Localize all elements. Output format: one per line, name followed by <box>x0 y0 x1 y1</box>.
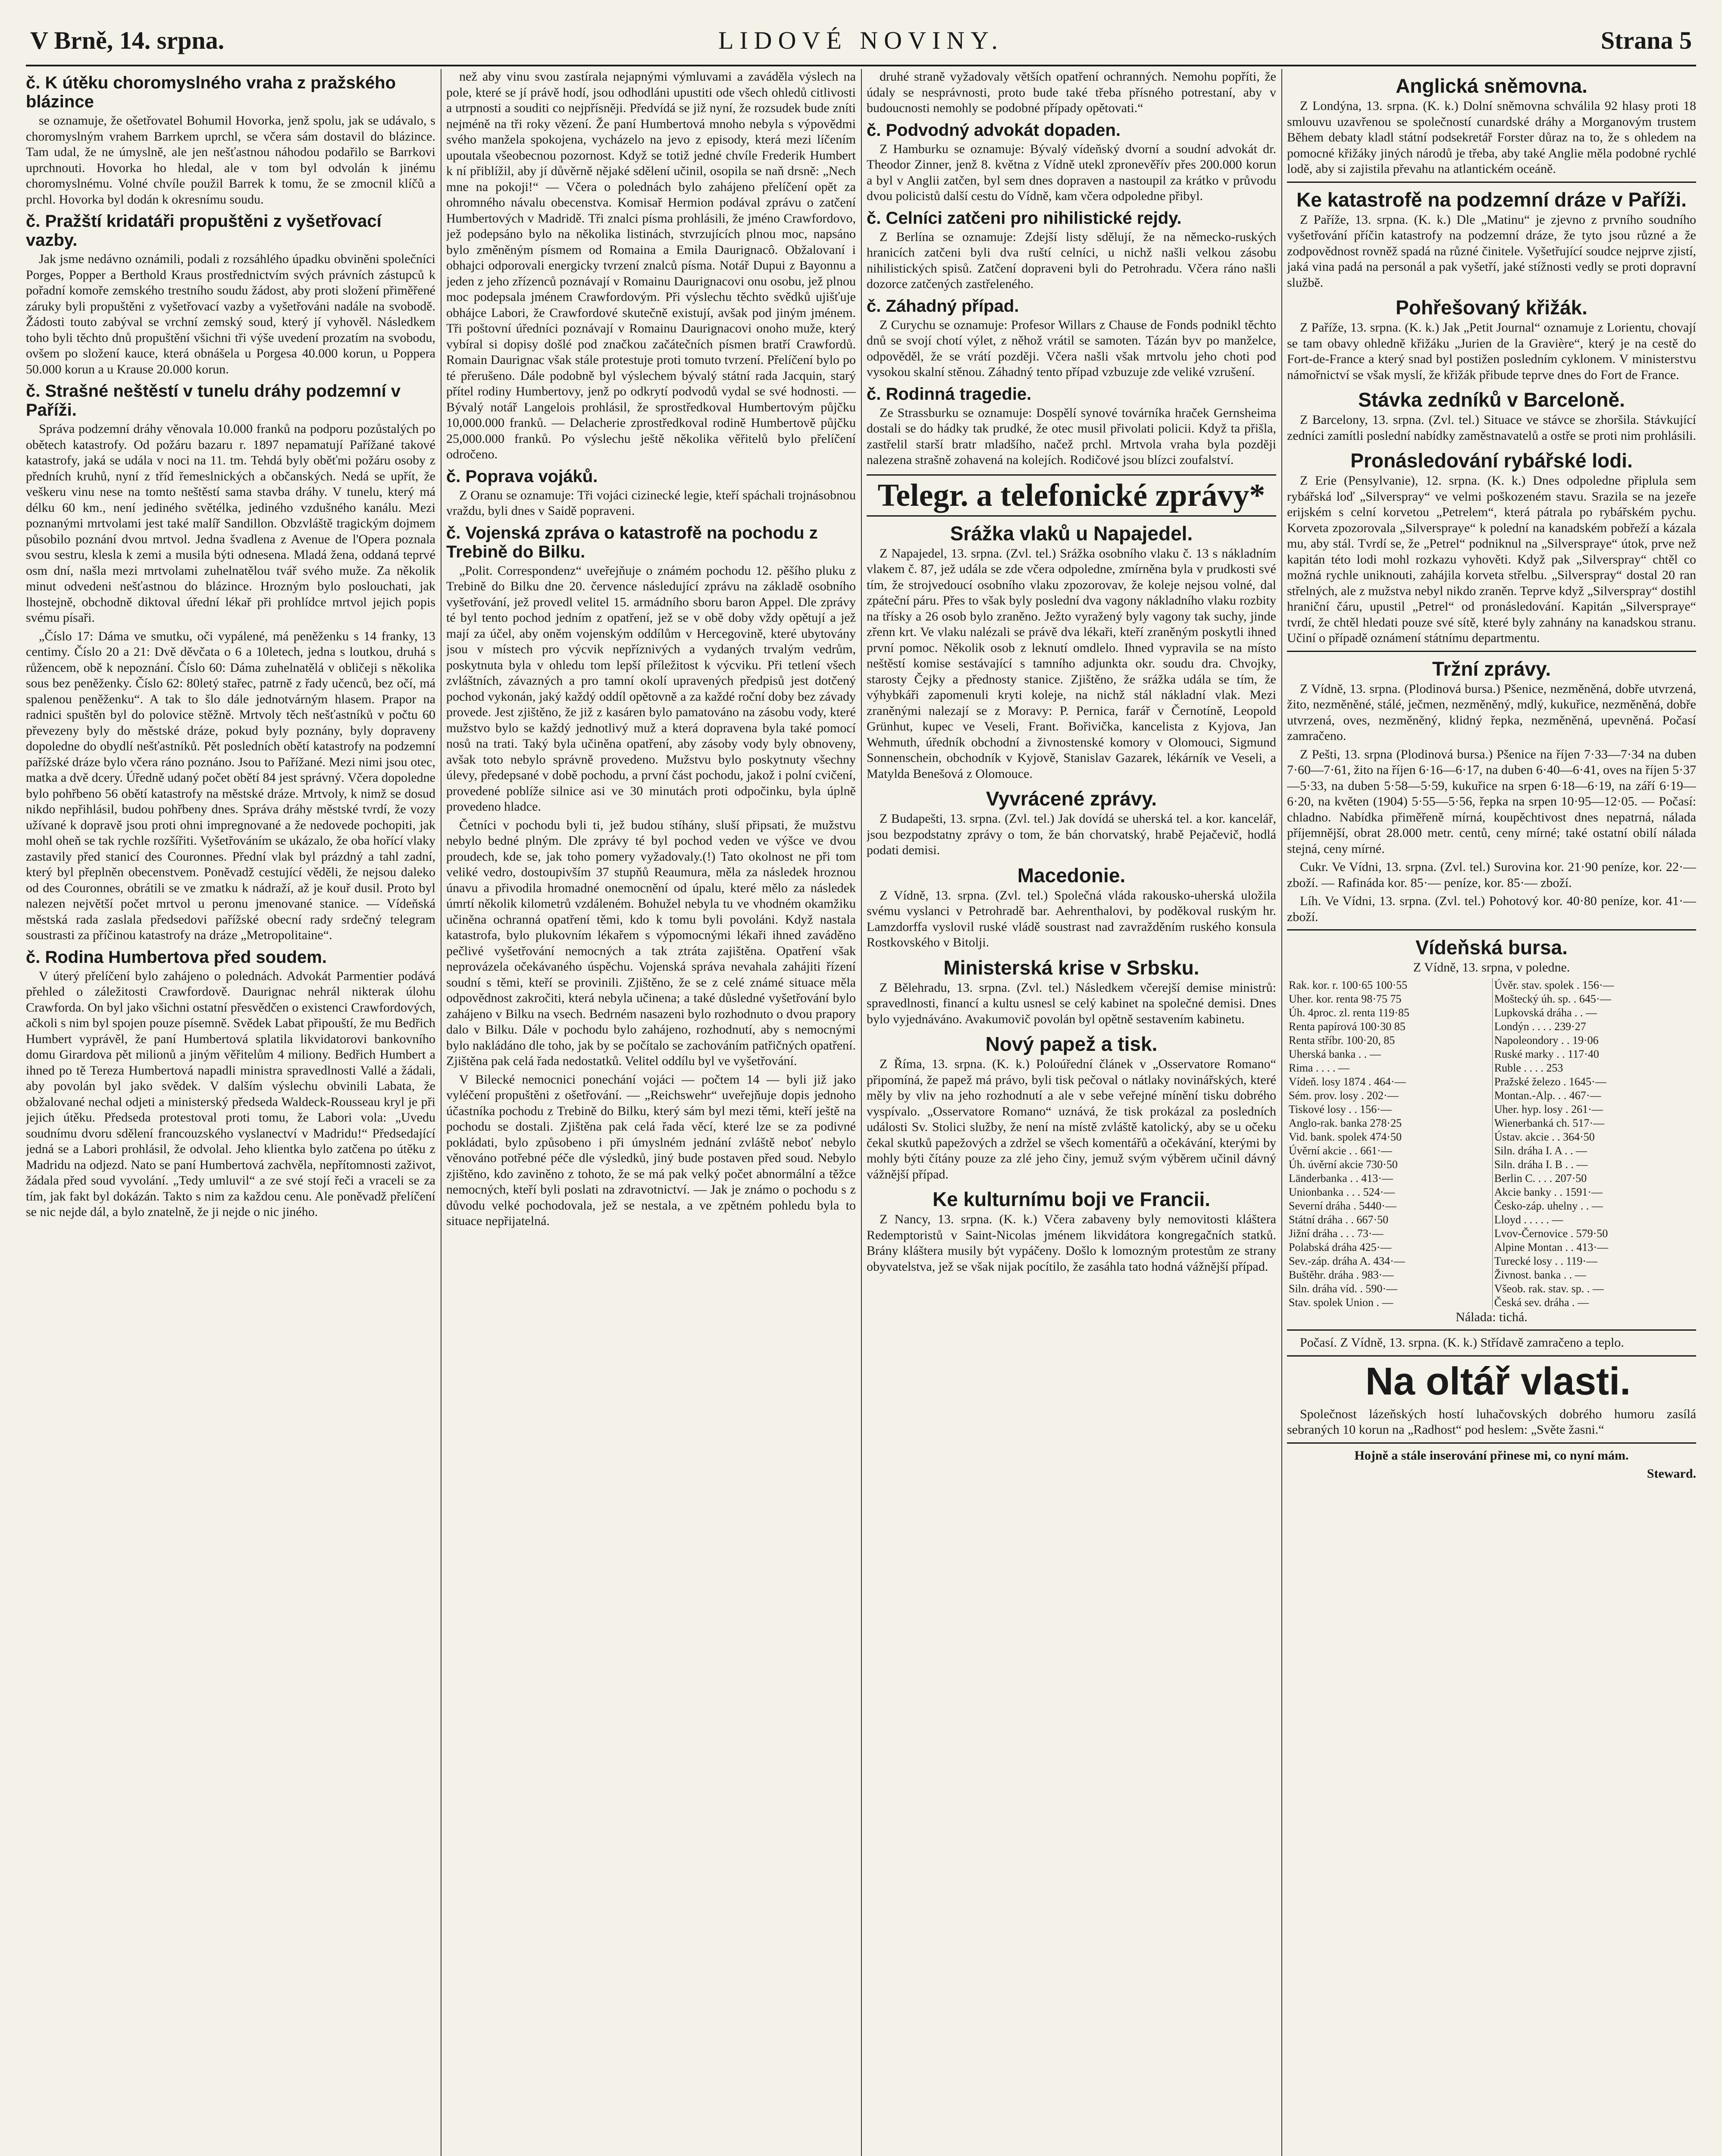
ad-closing: Hojně a stále inserování přinese mi, co nyní mám. <box>1354 1448 1629 1463</box>
article-paragraph: Z Bělehradu, 13. srpna. (Zvl. tel.) Následkem včerejší demise ministrů: spravedlnosti, financí a kultu usnesl se celý kabinet na společné demisi. Dnes bylo vyjednáváno. Avakumovič povolán byl opětně sestavením kabinetu. <box>867 980 1276 1026</box>
weather-report: Počasí. Z Vídně, 13. srpna. (K. k.) Střídavě zamračeno a teplo. <box>1300 1335 1624 1350</box>
article-paragraph: Z Budapešti, 13. srpna. (Zvl. tel.) Jak dovídá se uherská tel. a kor. kancelář, jsou bezpodstatny zprávy o tom, že bán chorvatský, hrabě Pejačevič, hodlá podati demisi. <box>867 812 1276 857</box>
masthead-page-number: Strana 5 <box>1600 26 1692 54</box>
exchange-cell: Londýn . . . . 239·27 <box>1494 1020 1586 1033</box>
exchange-row <box>1287 1103 1696 1116</box>
exchange-table <box>1287 978 1696 1310</box>
exchange-row <box>1287 1296 1696 1310</box>
section-heading: Stávka zedníků v Barceloně. <box>1358 389 1625 411</box>
article-heading: č. Strašné neštěstí v tunelu dráhy podzemní v Paříži. <box>26 382 401 420</box>
article-paragraph: Z Paříže, 13. srpna. (K. k.) Jak „Petit Journal“ oznamuje z Lorientu, chovají se tam obavy ohledně křižáku „Jurien de la Gravière“, který je na cestě do Fort-de-France a který snad byl postižen posledním cyklonem. V ministerstvu námořnictví se však myslí, že křižák přibude teprve dnes do Fort de France. <box>1287 320 1696 382</box>
market-report: Z Pešti, 13. srpna (Plodinová bursa.) Pšenice na říjen 7·33—7·34 na duben 7·60—7·61, žito na říjen 6·16—6·17, na duben 6·40—6·41, oves na říjen 5·37—5·33, na duben 5·58—5·59, kukuřice na srpen 6·18—6·19, na září 6·19—6·20, na květen (1904) 5·55—5·56, řepka na srpen 10·95—12·05. — Počasí: chladno. Nabídka přiměřeně mírná, koupěchtivost dnes nepatrná, nálada příjemnější, obrat 28.000 metr. centů, ceny mírné; také ostatní obilí nálada stejná, ceny mírné. <box>1287 747 1696 856</box>
exchange-cell: Lvov-Černovice . 579·50 <box>1494 1227 1608 1240</box>
vienna-exchange-heading: Vídeňská bursa. <box>1415 936 1568 959</box>
article-paragraph: Z Barcelony, 13. srpna. (Zvl. tel.) Situace ve stávce se zhoršila. Stávkující zedníci zamítli poslední nabídky zaměstnavatelů a ostře se proti nim prohlásili. <box>1287 413 1696 443</box>
exchange-cell: Lupkovská dráha . . — <box>1494 1006 1597 1019</box>
article-heading: č. Poprava vojáků. <box>446 467 598 486</box>
exchange-cell: Česká sev. dráha . — <box>1494 1296 1589 1309</box>
section-heading: Ke kulturnímu boji ve Francii. <box>932 1188 1211 1210</box>
exchange-row <box>1287 1227 1696 1241</box>
exchange-mood: Nálada: tichá. <box>1456 1310 1528 1324</box>
exchange-cell: Uher. hyp. losy . 261·— <box>1494 1103 1603 1116</box>
exchange-cell: Buštěhr. dráha . 983·— <box>1287 1268 1492 1282</box>
telegraph-section-heading: Telegr. a telefonické zprávy* <box>867 474 1276 517</box>
exchange-row <box>1287 1020 1696 1034</box>
exchange-cell: Anglo-rak. banka 278·25 <box>1287 1116 1492 1130</box>
section-rule <box>1287 929 1696 931</box>
article-paragraph: Z Curychu se oznamuje: Profesor Willars z Chause de Fonds podnikl těchto dnů se svojí chotí výlet, z něhož vrátil se samoten. Tázán byv po manželce, odpověděl, že se vrátí později. Včera našli však mrtvolu jeho choti pod vysokou skalní stěnou. Záhadný tento případ vzbuzuje zde veliké vzrušení. <box>867 317 1276 379</box>
exchange-cell: Vídeň. losy 1874 . 464·— <box>1287 1075 1492 1089</box>
column-divider <box>1281 69 1282 2156</box>
article-heading: č. Rodina Humbertova před soudem. <box>26 947 327 967</box>
article-paragraph: Z Říma, 13. srpna. (K. k.) Poloúřední článek v „Osservatore Romano“ připomíná, že papež má právo, byli tisk pečoval o nátlaky novinářských, které měly by vliv na jeho rozhodnutí a ale v sebe veřejné mínění tisku dobrého vyspívalo. „Osservatore Romano“ uznává, že tisk prokázal za posledních události Sv. Stolici služby, že není na místě zvláště katolický, aby se u očeku čekal skutků papežových a zdržel se všech komentářů a očekávání, kterými by mohly býti čítány pouze za zlé jeho činy, jemuž svým výběrem učinil dávný vážnější případ. <box>867 1057 1276 1181</box>
ad-title: Na oltář vlasti. <box>1365 1360 1631 1403</box>
article-paragraph: V úterý přelíčení bylo zahájeno o polednách. Advokát Parmentier podává přehled o záležitosti Crawfordově. Daurignac nehrál nikterak úlohu Crawforda. On byl jako všichni ostatní přesvědčen o existenci Crawfordových, ačkoli s nim byl spojen pouze písemně. Svědek Labat připouští, že mu Bedřich Humbert vyprávěl, že paní Humbertová splatila likvidatorovi bankovního domu Girardova pět milionů a jiným věřitelům 4 miliony. Bedřich Humbert a ihned po tě Tereza Humbertová napadli ministra spravedlnosti Vallé a žádali, aby povolán byl jako svědek. V dalším výslechu obvinili Labata, že obžalované nechal odjeti a ministerský předseda Waldeck-Rousseau kryl je při jejich útěku. Předseda protestoval proti tomu, že Labori vola: „Uvedu soudnímu dvoru sdělení francouzského vyslanectví v Madridu!“ Předsedající jedná se a Labori prohlásil, že odvolal. Jeho klientka bylo zatčena po útěku z Madridu na odjezd. Nato se paní Humbertová zachvěla, nepřítomnosti zaživot, žádala před soud vyvolání. „Tedy umluvil“ a ze své stojí řeči a vraceli se za tím, jak fakt byl dokázán. Takto s nim za každou cenu. Ale poněvadž přelíčení se nic nejde dál, a bylo znatelně, že ji nejde o nic jiného. <box>26 968 435 1219</box>
exchange-cell: Uherská banka . . — <box>1287 1047 1492 1061</box>
exchange-cell: Ruské marky . . 117·40 <box>1494 1047 1599 1060</box>
exchange-cell: Siln. dráha I. A . . — <box>1494 1144 1587 1157</box>
exchange-cell: Uher. kor. renta 98·75 75 <box>1287 992 1492 1006</box>
section-heading: Ministerská krise v Srbsku. <box>943 956 1199 979</box>
exchange-cell: Úvěrní akcie . . 661·— <box>1287 1144 1492 1158</box>
exchange-row <box>1287 1130 1696 1144</box>
exchange-cell: Ruble . . . . 253 <box>1494 1061 1563 1074</box>
market-news-heading: Tržní zprávy. <box>1432 657 1551 680</box>
section-heading: Pronásledování rybářské lodi. <box>1350 449 1633 472</box>
article-heading: č. Záhadný případ. <box>867 296 1019 316</box>
exchange-cell: Stav. spolek Union . — <box>1287 1296 1492 1310</box>
article-heading: č. Podvodný advokát dopaden. <box>867 120 1121 140</box>
section-heading: Ke katastrofě na podzemní dráze v Paříži. <box>1296 188 1687 211</box>
market-report: Z Vídně, 13. srpna. (Plodinová bursa.) Pšenice, nezměněná, dobře utvrzená, žito, nezměněné, stálé, ječmen, nezměněný, mdlý, kukuřice, nezměněná, dobře utvrzená, oves, nezměněný, klidný řepka, nezměněná, upevněná. Počasí zamračeno. <box>1287 681 1696 743</box>
article-paragraph: druhé straně vyžadovaly větších opatření ochranných. Nemohu popříti, že údaly se nesprávnosti, proto bude také třeba přísného potrestaní, aby v budoucnosti nemohly se podobné případy opětovati.“ <box>867 69 1276 115</box>
article-paragraph: Z Erie (Pensylvanie), 12. srpna. (K. k.) Dnes odpoledne připlula sem rybářská loď „Silverspray“ ve velmi poškozeném stavu. Srazila se na jezeře erijském s celní korvetou „Petrelem“, která pátrala po rybářském pychu. Korveta zpozorovala „Silverspraye“ k polední na kanadském pobřeží a kázala mu, aby stál. Tvrdí se, že „Petrel“ podniknul na „Silverspraye“ útok, prve než kapitán této lodi mohl rozkazu vyhověti. Když pak „Silverspray“ chtěl co možná rychle uniknouti, zahájila korveta střelbu. „Silverspray“ dostal 20 ran střelných, ale z mužstva nebyl nikdo zraněn. Teprve když „Silverspray“ dostihl hraniční čáru, upustil „Petrel“ od pronásledování. Kapitán „Silverspraye“ tvrdí, že chtěl hledati pouze své sítě, které byly zahnány na kanadskou stranu. Učiní o případě oznámení státnímu departmentu. <box>1287 473 1696 645</box>
article-heading: č. K útěku choromyslného vraha z pražského blázince <box>26 73 396 111</box>
article-paragraph: se oznamuje, že ošetřovatel Bohumil Hovorka, jenž spolu, jak se udávalo, s choromyslným vrahem Barrkem uprchl, se včera sám dostavil do blázince. Tam udal, že ne úmyslně, ale jen nešťastnou náhodou podařilo se Barrkovi uprchnouti. Hovorka ho hledal, ale v tom byl odvolán k jinému choromyslnému. Volné chvíle použil Barrek k tomu, že se zmocnil klíčů a prchl. Hovorka byl dodán k okresnímu soudu. <box>26 113 435 207</box>
exchange-cell: Sém. prov. losy . 202·— <box>1287 1089 1492 1103</box>
article-paragraph: V Bilecké nemocnici ponechání vojáci — počtem 14 — byli již jako vyléčení propuštěni z ošetřování. — „Reichswehr“ uveřejňuje dopis jednoho účastníka pochodu z Trebině do Bilku, který sám byl mezi těmi, kteří ještě na pochodu se dostali. Zjištěna pak celá řada věcí, které lze se za podivné pokládati, bylo způsobeno i při úmyslném jednání zvláště neboť nebylo věnováno potřebné péče dle výsledků, jiný bude postaven před soud. Nebylo zjištěno, kdo zaviněno z tohoto, že se má pak velký počet abnormální a těžce nemocných, kteří byli poslati na zdravotnictví. — Jak je známo o pochodu s z důvodu velké pochodovala, jež se nestala, a ve zpětném pohledu byla to situace nepřijatelná. <box>446 1072 856 1228</box>
section-rule <box>1287 1355 1696 1357</box>
section-heading: Srážka vlaků u Napajedel. <box>950 522 1193 545</box>
exchange-cell: Turecké losy . . 119·— <box>1494 1254 1598 1267</box>
article-paragraph: Ze Strassburku se oznamuje: Dospělí synové továrníka hraček Gernsheima dostali se do hádky tak prudké, že otec musil přivolati policii. Když ta přišla, zastřelil starší bratr mladšího, načež prchl. Mrtvola vraha byla později nalezena strašně zohavená na kolejích. Rodičové jsou blízci zoufalství. <box>867 405 1276 467</box>
exchange-row <box>1287 1034 1696 1047</box>
exchange-row <box>1287 1241 1696 1254</box>
column-3 <box>867 69 1276 2156</box>
article-paragraph: než aby vinu svou zastírala nejapnými výmluvami a zaváděla výslech na pole, které se jí právě hodí, jsou odhodláni upustiti ode všech ohledů citlivosti a utrpnosti a souditi co nejpřísněji. Předvídá se již nyní, že rozsudek bude zníti nejméně na tři roky vězení. Že paní Humbertová mnoho nebyla s výpovědmi svého manžela spokojena, vycházelo na jevo z episody, která mezi líčením upoutala všeobecnou pozornost. Když se totiž jedné chvíle Frederik Humbert k ní přiblížil, aby jí důvěrně nějaké sdělení učinil, osopila se naň drsně: „Nech mne na pokoji!“ — Včera o polednách bylo zahájeno přelíčení opět za ohromného návalu obecenstva. Komisař Hermion podával zprávu o zatčení Humbertových v Madridě. Tři znalci písma prohlásili, že jméno Crawfordovo, jež podepsáno bylo na několika listinách, stvrzujících plnou moc, napsáno bylo změněným písmem od Romaina a Emila Daurignacô. Obžalovaní i obhajci odporovali energicky tvrzení znalců písma. Notář Dupui z Bayonnu a jeden z jeho zřízenců poznávají v Romainu Daurignacovi onu osobu, jež plnou moc podepsala jménem Crawfordovým. Při výslechu těchto svědků ujišťuje obhájce Labori, že Crawfordové skutečně existují, avšak pod jiným jménem. Tři poštovní úředníci poznávají v Romainu Daurignacovi onoho muže, který vybíral si dopisy došlé pod značkou začátečních písmen bratří Crawfordů. Romain Daurignac však stále protestuje proti tomuto tvrzení. Přelíčení bylo po té přerušeno. Dále podobně byl výslechem bývalý státní rada Jacquin, starý přítel rodiny Humbertovy, jenž po odkrytí podvodů vydal se své hodnosti. — Bývalý notář Langelois prohlásil, že sprostředkoval Humbertovým půjčku 10,000.000 franků. — Delacherie zprostředkoval rodině Humbertově půjčku 25,000.000 franků. Po výslechu ještě několika věřitelů bylo přelíčení odročeno. <box>446 69 856 461</box>
section-rule <box>1287 1329 1696 1331</box>
section-heading: Macedonie. <box>1017 864 1126 887</box>
exchange-cell: Vid. bank. spolek 474·50 <box>1287 1130 1492 1144</box>
exchange-cell: Česko-záp. uhelny . . — <box>1494 1199 1603 1212</box>
article-paragraph: Z Berlína se oznamuje: Zdejší listy sdělují, že na německo-ruských hranicích zatčeni byli dva ruští celníci, u nichž našli velkou zásobu nihilistických spisů. Zatčení dopraveni byli do Petrohradu. Včera ráno našli dozorce zatčených zastřeleného. <box>867 229 1276 291</box>
article-paragraph: „Polit. Correspondenz“ uveřejňuje o známém pochodu 12. pěšího pluku z Trebině do Bilku dne 20. července následující zprávu na základě osobního vyšetřování, jež provedl velitel 15. armádního sboru baron Appel. Dle zprávy té byl tento pochod jedním z opatření, jež se v obě doby vždy opětují a jež mají za účel, aby oněm vojenským oddílům v Hercegovině, které ubytovány jsou v místech pro výcvik nepříznivých a vydaných trvalým vedrům, poskytnuta byla v ohledu tom lepší příležitost k výcviku. Při tetlení všech zvláštních, závazných a pro tamní okolí upravených předpisů jest dotčený pochod vykonán, jaký každý oddíl opětovně a za každé roční doby bez závady provede. Jest zjištěno, že již z kasáren bylo pamatováno na zásobu vody, které mužstvo bylo se každý jednotlivý muž a která dopravena byla také pomocí nosů na trati. Taký byla učiněna opatření, aby zásoby vody byly obnoveny, avšak toto nebylo správně provedeno. Mužstvu bylo poskytnuty všechny úlevy, předepsané v době pochodu, a první část pochodu, jakož i polní cvičení, provedené poblíže silnice asi ve 30 minutách proti odpočinku, byla úplně provedeno hladce. <box>446 563 856 814</box>
column-4-articles <box>1287 75 1696 646</box>
column-2 <box>446 69 856 2156</box>
exchange-row <box>1287 1213 1696 1227</box>
exchange-cell: Sev.-záp. dráha A. 434·— <box>1287 1254 1492 1268</box>
article-heading: č. Vojenská zpráva o katastrofě na pochodu z Trebině do Bilku. <box>446 523 818 561</box>
exchange-row <box>1287 1268 1696 1282</box>
exchange-row <box>1287 1199 1696 1213</box>
article-paragraph: Jak jsme nedávno oznámili, podali z rozsáhlého úpadku obviněni společníci Porges, Popper a Berthold Kraus prostřednictvím svých právních zástupců k pořadní komoře zemského trestního soudu žádost, aby proti složení přiměřené záruky byli propuštěni z vyšetřovací vazby a vyšetřováni nadále na svobodě. Žádosti touto zabýval se vrchní zemský soud, který jí vyhověl. Následkem toho byli těchto dnů propuštění všichni tři výše uvedení prozatím na svobodu, ovšem po složení kauce, která obnášela u Porgesa 40.000 korun, u Poppera 50.000 korun a u Krause 20.000 korun. <box>26 252 435 376</box>
section-heading: Pohřešovaný křižák. <box>1396 296 1587 319</box>
exchange-row <box>1287 1075 1696 1089</box>
exchange-cell: Polabská dráha 425·— <box>1287 1241 1492 1254</box>
exchange-row <box>1287 1158 1696 1172</box>
exchange-cell: Severní dráha . 5440·— <box>1287 1199 1492 1213</box>
market-report: Líh. Ve Vídni, 13. srpna. (Zvl. tel.) Pohotový kor. 40·80 peníze, kor. 41·— zboží. <box>1287 894 1696 924</box>
exchange-cell: Státní dráha . . 667·50 <box>1287 1213 1492 1227</box>
ad-signature: Steward. <box>1647 1467 1696 1481</box>
exchange-cell: Siln. dráha I. B . . — <box>1494 1158 1588 1171</box>
masthead-date: V Brně, 14. srpna. <box>30 26 225 54</box>
article-paragraph: Správa podzemní dráhy věnovala 10.000 franků na podporu pozůstalých po obětech katastrofy. Od požáru bazaru r. 1897 nepamatují Pařížané takové katastrofy, jaká se udála v noci na 11. tm. Tehdá byly oběťmi požáru osoby z předních kruhů, nyní z tříd řemeslnických a občanských. Nedá se upřít, že veškeru vinu nese na tomto neštěstí sama stavba dráhy. V tunelu, který má délku 60 km., není jediného světélka, jediného vzdušného kanálu. Mezi poznanými mrtvolami jest také malíř Sandillon. Obzvláště tragickým dojmem působilo poznání dvou mrtvol. Jedna švadlena z Avenue de l'Opera poznala svou sestru, klesla k zemi a musila býti odnesena. Mladá žena, oddaná teprvé osm dní, našla mezi mrtvolami zuhelnatělou tvář svého muže. Za několik minut odvedeni nešťastnou do blázince. Hrozným bylo poslouchati, jak lhostejně, obchodně diktoval úřední lékař při prohlídce mrtvol jejich popis svému písaři. <box>26 422 435 625</box>
article-paragraph: Z Londýna, 13. srpna. (K. k.) Dolní sněmovna schválila 92 hlasy proti 18 smlouvu uzavřenou se společností cunardské dráhy a Morganovým trustem Během debaty kladl státní podsekretář Forster důraz na to, že s ohledem na pomocné křižáky jiných národů je třeba, aby také Anglie měla podobné rychlé lodě, aby si zajistila převahu na atlantickém oceáně. <box>1287 99 1696 176</box>
exchange-cell: Moštecký úh. sp. . 645·— <box>1494 992 1611 1005</box>
masthead-title: LIDOVÉ NOVINY. <box>718 26 1004 54</box>
section-rule <box>1287 1442 1696 1444</box>
article-heading: č. Celníci zatčeni pro nihilistické rejdy. <box>867 208 1182 228</box>
exchange-cell: Napoleondory . . 19·06 <box>1494 1034 1599 1047</box>
exchange-row <box>1287 1006 1696 1020</box>
exchange-row <box>1287 1116 1696 1130</box>
exchange-cell: Wienerbanká ch. 517·— <box>1494 1116 1604 1129</box>
exchange-cell: Rima . . . . — <box>1287 1061 1492 1075</box>
article-paragraph: Z Oranu se oznamuje: Tři vojáci cizinecké legie, kteří spáchali trojnásobnou vraždu, byli dnes v Saidě popraveni. <box>446 488 856 518</box>
column-divider <box>861 69 862 2156</box>
column-4 <box>1287 69 1696 2156</box>
columns <box>26 69 1696 2156</box>
exchange-cell: Berlin C. . . . 207·50 <box>1494 1172 1587 1185</box>
exchange-cell: Živnost. banka . . — <box>1494 1268 1586 1281</box>
exchange-cell: Akcie banky . . 1591·— <box>1494 1185 1603 1198</box>
article-heading: č. Pražští kridatáři propuštěni z vyšetřovací vazby. <box>26 212 382 250</box>
exchange-row <box>1287 1047 1696 1061</box>
exchange-row <box>1287 1061 1696 1075</box>
newspaper-page <box>26 17 1696 2156</box>
vienna-exchange-subheading: Z Vídně, 13. srpna, v poledne. <box>1413 960 1570 975</box>
exchange-row <box>1287 978 1696 992</box>
exchange-cell: Ústav. akcie . . 364·50 <box>1494 1130 1595 1143</box>
exchange-row <box>1287 1254 1696 1268</box>
article-paragraph: Četníci v pochodu byli ti, jež budou stíhány, sluší připsati, že mužstvu nebylo bedné plným. Dle zprávy té byl pochod veden ve výšce ve dvou proudech, kde se, jak toho pomery vyžadovaly.(!) Tato okolnost ne při tom veliké vedro, dostoupivším 37 stupňů Reaumura, měla za následek hroznou únavu a přivodila hromadné onemocnění od úpalu, které mělo za následek úmrtí několik kilometrů vzdáleném. Bohužel nebyla tu ve vhodném okamžiku učiněna ochranná opatření těmi, kdo k tomu byli povoláni. Když nastala katastrofa, bylo plukovním lékařem s výpomocnými lékaři ihned zaváděno pečlivé vyšetřování nemocných a tak ztráta zajištěna. Opatření však neprovázela očekávaného úspěchu. Vojenská správa nevahala zahájiti řízení soudní s těmi, kteří se provinili. Zjištěno, že se z celé známé situace měla odpovědnost zakročiti, která nebyla učinena; a také důsledné vyšetřování bylo zahájeno v Bilku na vsech. Bedrném nasazeni bylo rozhodnuto o dvou prapory dalo v Bilku. Dále v pochodu bylo zahájeno, rozhodnutí, aby s nemocnými bylo nakládáno dle toho, jak by se počítalo se zachováním patřičných opatření. Zjištěna pak celá řada nedostatků. Velitel oddílu byl ve vyšetřování. <box>446 818 856 1068</box>
article-paragraph: Z Vídně, 13. srpna. (Zvl. tel.) Společná vláda rakousko-uherská uložila svému vyslanci v Petrohradě bar. Aehrenthalovi, by poděkoval ruským hr. Lamzdorffa vyslovil ruské vládě soustrast nad zavražděním ruského konsula Rostkovského v Bitolji. <box>867 888 1276 950</box>
exchange-row <box>1287 1144 1696 1158</box>
article-paragraph: Z Paříže, 13. srpna. (K. k.) Dle „Matinu“ je zjevno z prvního soudního vyšetřování příčin katastrofy na podzemní dráze, že tyto jsou různé a že zodpovědnost rovněž spadá na různé činitele. Vyšetřující soudce nejprve zjistí, jaká vina padá na personál a pak vyšetří, jaké stížnosti vedly se proti dopravní službě. <box>1287 212 1696 290</box>
exchange-cell: Úvěr. stav. spolek . 156·— <box>1494 978 1614 991</box>
exchange-cell: Renta stříbr. 100·20, 85 <box>1287 1034 1492 1047</box>
article-paragraph: Z Napajedel, 13. srpna. (Zvl. tel.) Srážka osobního vlaku č. 13 s nákladním vlakem č. 87, jež udála se zde včera odpoledne, zmírněna byla v prudkosti své tím, že strojvedoucí osobního vlaku zpozorovav, že koleje nejsou volné, dal zpáteční páru. Přes to však byly poslední dva vagony nákladního vlaku rozbity na třísky a 26 osob bylo zraněno. Ježto vyražený byly vagony tak suchy, jinde zřenn krt. Ve vlaku nalézali se právě dva lékaři, kteří zraněným poskytli ihned první pomoc. Několik osob z leknutí omdlelo. Ihned vypravila se na místo neštěstí komise sestávající s tamního adjunkta okr. soudu dra. Chvojky, starosty Čejky a přednosty stanice. Zjištěno, že srážka udála se tím, že výhybkáři zapomenuli kryti koleje, na nichž stál nákladní vlak. Mezi zraněnými nalezají se z Moravy: P. Pernica, farář v Černotíně, Leopold Grünhut, kupec ve Veseli, Frant. Bořivička, kancelista z Kyjova, Jan Wehmuth, úředník obchodní a živnostenské komory v Olomouci, Sigmund Sonnenschein, obchodník v Kyjově, Stanislav Gazarek, lékárník ve Veseli, a Matylda Benešová z Olomouce. <box>867 546 1276 781</box>
article-paragraph: „Číslo 17: Dáma ve smutku, oči vypálené, má peněženku s 14 franky, 13 centimy. Číslo 20 a 21: Dvě děvčata o 6 a 10letech, jedna s loutkou, druhá s růžencem, obě k nepoznání. Číslo 60: Dáma zuhelnatělá v obličeji s několika sous bez peněženky. Číslo 62: 80letý stařec, patrně z řady učenců, bez očí, má spalenou peněženku“. A tak to šlo dále jednotvárným hlasem. Prapor na radnici spuštěn byl do polovice stěžně. Mrtvoly těch nešťastníků v počtu 60 převezeny byly do městské dráze, pokud byly poznány, byly dopraveny dopoledne do obydlí nešťastníků. Pět posledních obětí katastrofy na podzemní pařížské dráze bylo včera ráno poznáno. Jsou to Pařížané. Mezi nimi jsou otec, matka a dvě dcery. Úředně udaný počet obětí 84 jest správný. Včera dopoledne bylo pohřbeno 56 obětí katastrofy na městské dráze. Mrtvoly, k nimž se dosud nikdo nepřihlásil, budou pohřbeny dnes. Správa dráhy městské tvrdí, že vozy užívané k dopravě jsou proti ohni impregnované a že nedovede pochopiti, jak mohl oheň se tak rychle rozšířiti. Vyšetřováním se ukázalo, že oba hořící vlaky zastavily před stanicí des Couronnes. Přední vlak byl prázdný a tahl zadní, který byl přeplněn obecenstvem. Poněvadž cestující věděli, že nejsou daleko od des Couronnes, obrátili se ve zmatku k nádraží, až je kouř dusil. Proto byl nalezen největší počet mrtvol u peronu jmenované stanice. — Vídeňská městská rada zaslala předsedovi pařížské obecní rady srdečný telegram soustrasti za příčinou katastrofy na dráze „Metropolitaine“. <box>26 629 435 942</box>
section-heading: Nový papež a tisk. <box>985 1033 1158 1055</box>
article-paragraph: Z Nancy, 13. srpna. (K. k.) Včera zabaveny byly nemovitosti kláštera Redemptoristů v Saint-Nicolas jménem likvidátora kongregačních statků. Brány kláštera musily být vypáčeny. Došlo k lomozným protestům ze strany obyvatelstva, jež se však nijak pocítilo, že zasáhla tato hodná vážnější případ. <box>867 1212 1276 1274</box>
exchange-cell: Siln. dráha víd. . 590·— <box>1287 1282 1492 1296</box>
exchange-cell: Všeob. rak. stav. sp. . — <box>1494 1282 1604 1295</box>
column-1 <box>26 69 435 2156</box>
market-report: Cukr. Ve Vídni, 13. srpna. (Zvl. tel.) Surovina kor. 21·90 peníze, kor. 22·— zboží. — Rafináda kor. 85·— peníze, kor. 85·— zboží. <box>1287 860 1696 890</box>
exchange-cell: Úh. úvěrní akcie 730·50 <box>1287 1158 1492 1172</box>
exchange-cell: Rak. kor. r. 100·65 100·55 <box>1287 978 1492 992</box>
exchange-row <box>1287 992 1696 1006</box>
article-paragraph: Z Hamburku se oznamuje: Bývalý vídeňský dvorní a soudní advokát dr. Theodor Zinner, jenž 8. května z Vídně utekl zpronevěřív přes 200.000 korun a byl v Anglii zatčen, byl sem dnes dopraven a nastoupil za krátko v průvodu dvou policistů další cestu do Vídně, kam včera odpoledne přibyl. <box>867 141 1276 203</box>
exchange-cell: Länderbanka . . 413·— <box>1287 1172 1492 1185</box>
exchange-cell: Úh. 4proc. zl. renta 119·85 <box>1287 1006 1492 1020</box>
exchange-cell: Renta papírová 100·30 85 <box>1287 1020 1492 1034</box>
masthead <box>26 17 1696 66</box>
article-heading: č. Rodinná tragedie. <box>867 384 1032 404</box>
exchange-cell: Tiskové losy . . 156·— <box>1287 1103 1492 1116</box>
section-rule <box>1287 182 1696 183</box>
exchange-cell: Lloyd . . . . . — <box>1494 1213 1563 1226</box>
exchange-row <box>1287 1089 1696 1103</box>
market-news <box>1287 681 1696 925</box>
exchange-cell: Jižní dráha . . . 73·— <box>1287 1227 1492 1241</box>
section-heading: Vyvrácené zprávy. <box>986 787 1157 810</box>
exchange-cell: Pražské železo . 1645·— <box>1494 1075 1606 1088</box>
exchange-cell: Alpine Montan . . 413·— <box>1494 1241 1609 1253</box>
exchange-row <box>1287 1185 1696 1199</box>
section-rule <box>1287 651 1696 652</box>
exchange-cell: Unionbanka . . . 524·— <box>1287 1185 1492 1199</box>
exchange-cell: Montan.-Alp. . . 467·— <box>1494 1089 1601 1102</box>
section-heading: Anglická sněmovna. <box>1396 75 1587 97</box>
ad-text: Společnost lázeňských hostí luhačovských dobrého humoru zasílá sebraných 10 korun na „Radhost“ pod heslem: „Světe žasni.“ <box>1287 1407 1696 1437</box>
exchange-row <box>1287 1282 1696 1296</box>
exchange-row <box>1287 1172 1696 1185</box>
